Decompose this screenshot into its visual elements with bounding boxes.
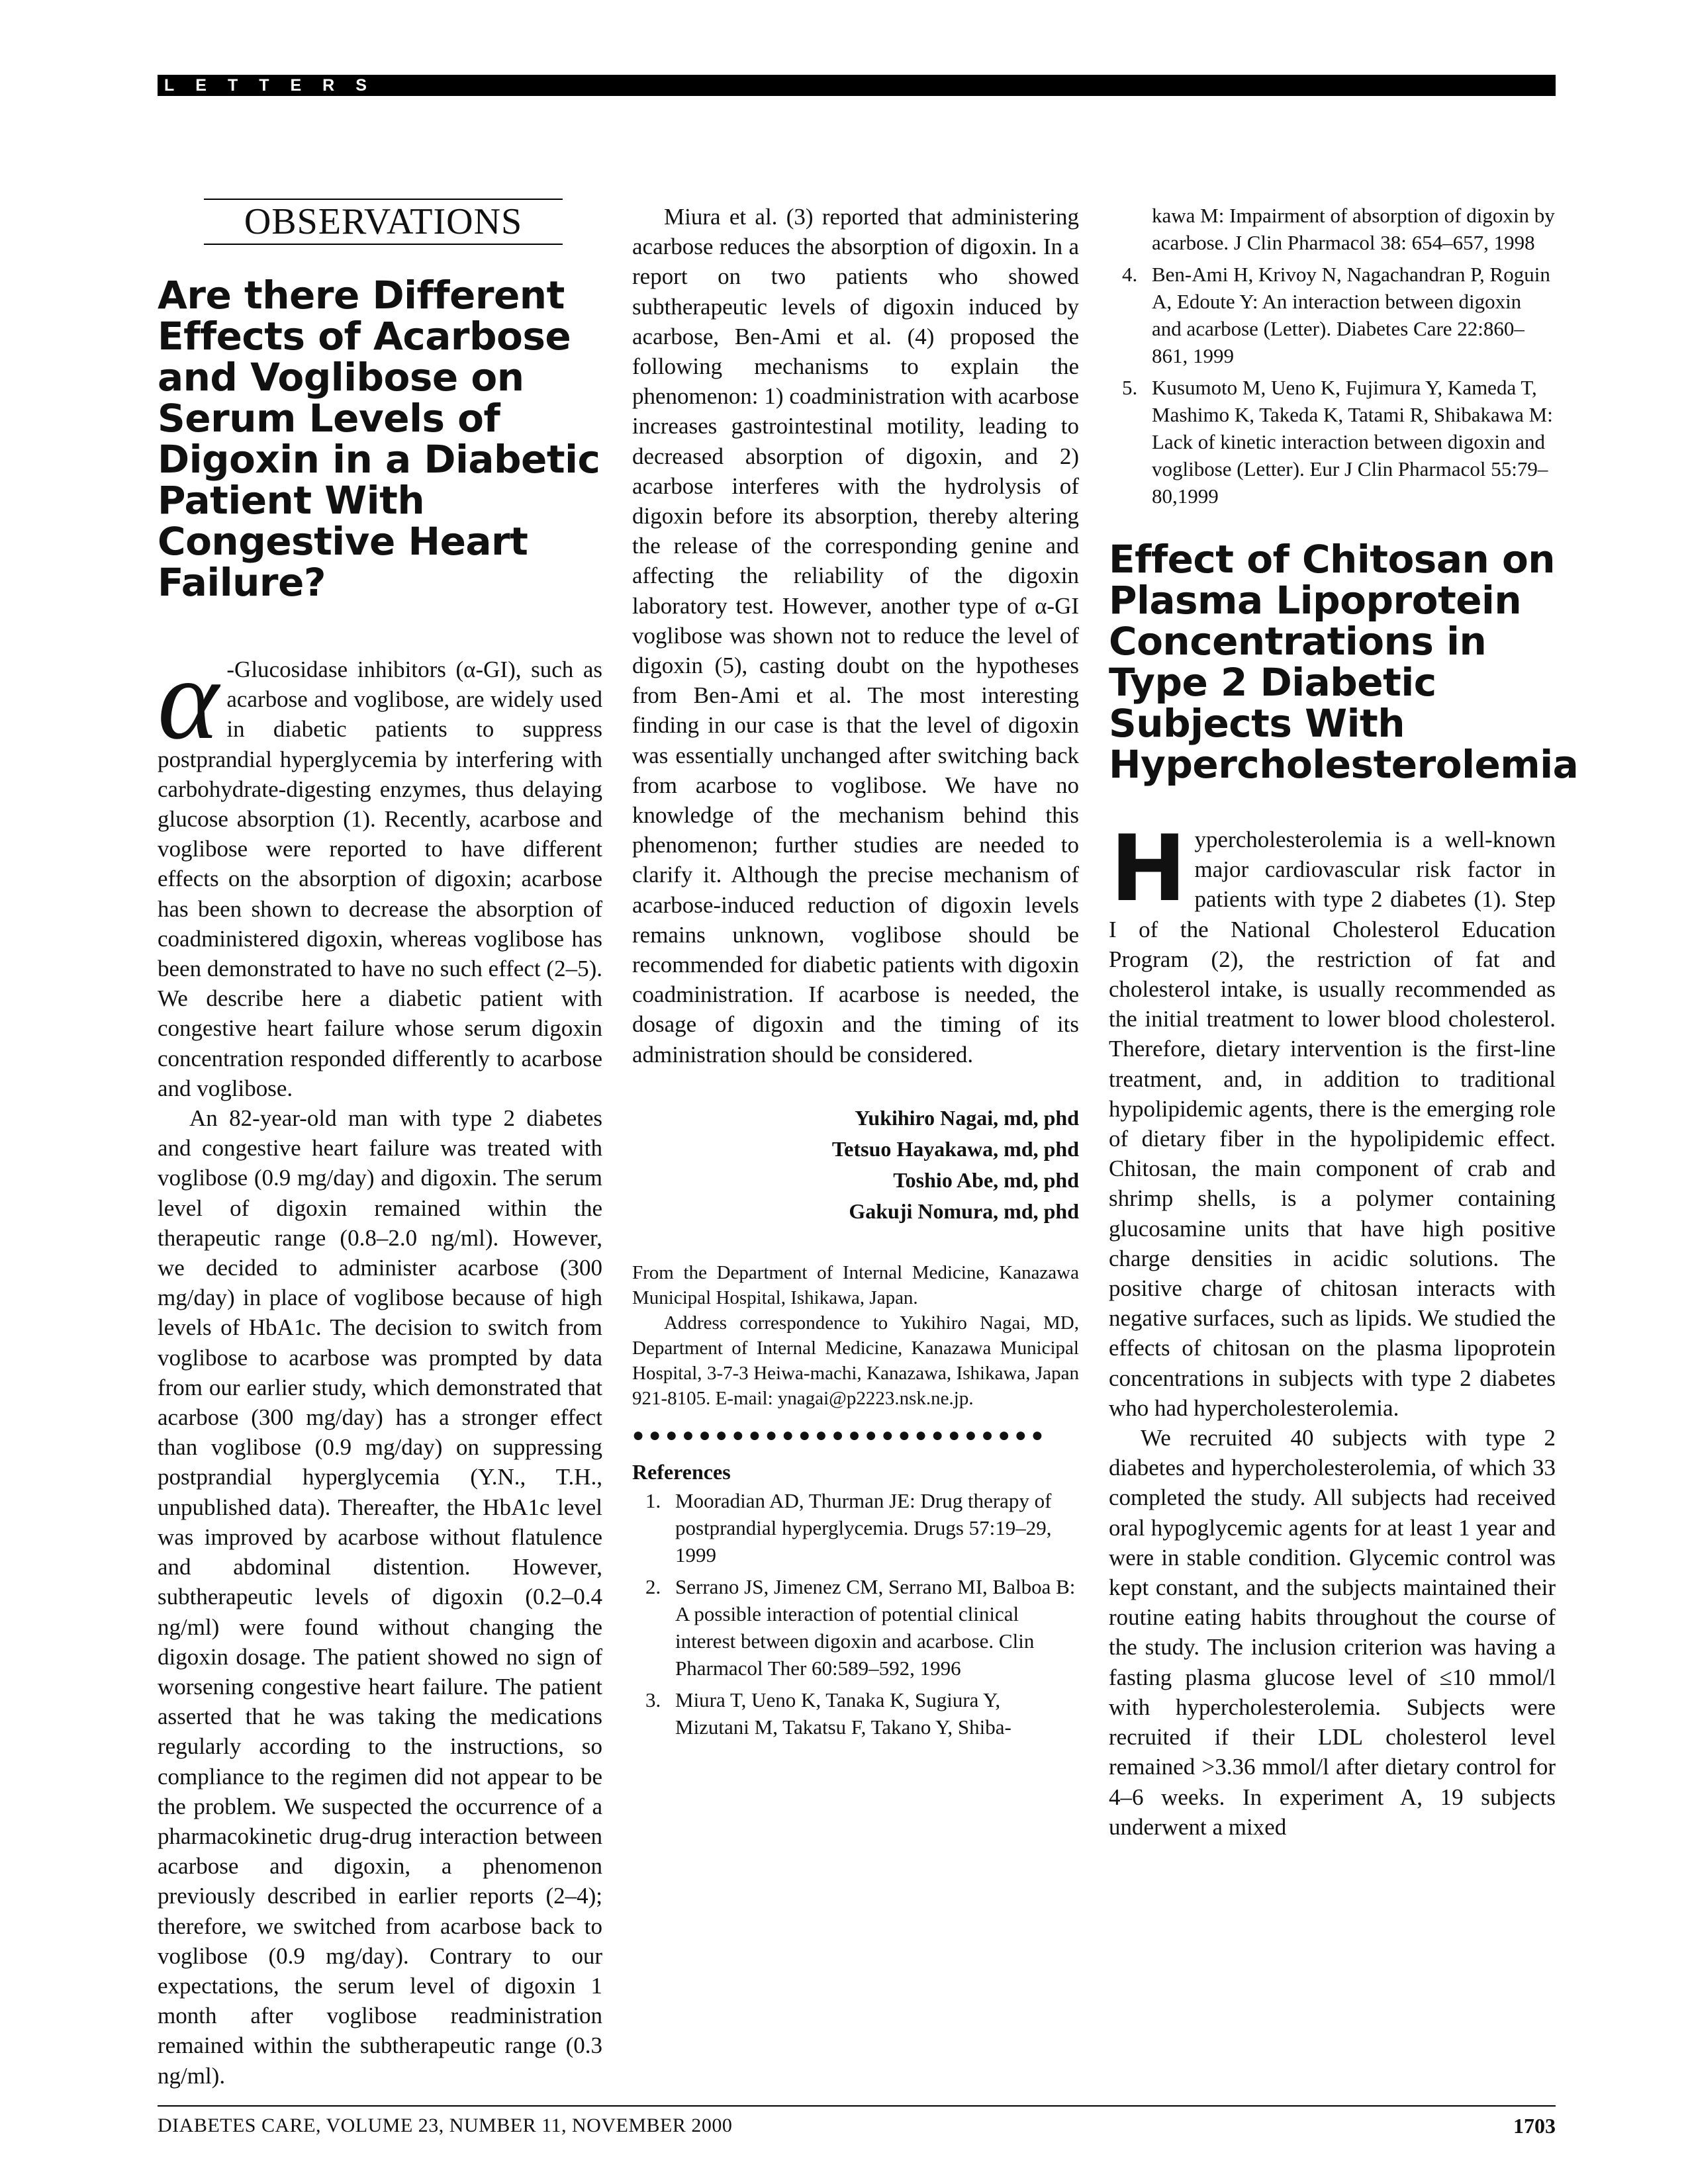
correspondence: Address correspondence to Yukihiro Nagai, MD, Department of Internal Medicine, Kanazawa Municipal Hospital, 3-7-3 Heiwa-machi, Kanazawa, Ishikawa, Japan 921-8105. E-mail: ynagai@p2223.nsk.ne.jp. [632,1312,1079,1409]
author: Gakuji Nomura, md, phd [849,1199,1079,1223]
article-2-paragraph-2: We recruited 40 subjects with type 2 diabetes and hypercholesterolemia, of which 33 completed the study. All subjects had received oral hypoglycemic agents for at least 1 year and were in stable condition. Glycemic control was kept constant, and the subjects maintained their routine eating habits throughout the course of the study. The inclusion criterion was having a fasting plasma glucose level of ≤10 mmol/l with hypercholesterolemia. Subjects were recruited if their LDL cholesterol level remained >3.36 mmol/l after dietary control for 4–6 weeks. In experiment A, 19 subjects underwent a mixed [1109,1425,1556,1840]
reference-item: 1. Mooradian AD, Thurman JE: Drug therapy of postprandial hyperglycemia. Drugs 57:19–29, 1999 [645,1489,1052,1567]
article-1-paragraph-1: α -Glucosidase inhibitors (α-GI), such as acarbose and voglibose, are widely used in diabetic patients to suppress postprandial hyperglycemia by interfering with carbohydrate-digesting enzymes, thus delaying glucose absorption (1). Recently, acarbose and voglibose were reported to have different effects on the absorption of digoxin; acarbose has been shown to decrease the absorption of coadministered digoxin, whereas voglibose has been demonstrated to have no such effect (2–5). We describe here a diabetic patient with congestive heart failure whose serum digoxin concentration responded differently to acarbose and voglibose. [158,635,602,1101]
journal-citation: DIABETES CARE, VOLUME 23, NUMBER 11, NOVEMBER 2000 [158,2115,733,2136]
reference-item: 5. Kusumoto M, Ueno K, Fujimura Y, Kameda T, Mashimo K, Takeda K, Tatami R, Shibakawa M: Lack of kinetic interaction between digoxin and voglibose (Letter). Eur J Clin Pharmacol 55:79–80,1999 [1122,376,1553,508]
article-1-title: Are there Different Effects of Acarbose and Voglibose on Serum Levels of Digoxin in a Diabetic Patient With Congestive Heart Failure? [158,273,600,605]
column-1 [158,192,602,2091]
article-2-paragraph-1: Hypercholesterolemia is a well-known major cardiovascular risk factor in patients with type 2 diabetes (1). Step I of the National Cholesterol Education Program (2), the restriction of fat and cholesterol intake, is usually recommended as the initial treatment to lower blood cholesterol. Therefore, dietary intervention is the first-line treatment, and, in addition to traditional hypolipidemic agents, there is the emerging role of dietary fiber in the hypolipidemic effect. Chitosan, the main component of crab and shrimp shells, is a polymer containing glucosamine units that have high positive charge densities in acidic solutions. The positive charge of chitosan interacts with negative surfaces, such as lipids. We studied the effects of chitosan on the plasma lipoprotein concentrations in subjects with type 2 diabetes who had hypercholesterolemia. [1109,815,1556,1421]
references-list-continued [1109,202,1556,510]
author: Toshio Abe, md, phd [893,1167,1079,1192]
dot-separator: ●●●●●●●●●●●●●●●●●●●●●●●●● [632,1424,1049,1446]
affiliation-block [632,1260,1079,1411]
references-heading: References [632,1460,731,1484]
reference-item: 3. Miura T, Ueno K, Tanaka K, Sugiura Y, Mizutani M, Takatsu F, Takano Y, Shiba- [645,1688,1011,1739]
article-2-title: Effect of Chitosan on Plasma Lipoprotein Concentrations in Type 2 Diabetic Subjects With Hypercholesterolemia [1109,537,1579,787]
affiliation: From the Department of Internal Medicine, Kanazawa Municipal Hospital, Ishikawa, Japan. [632,1261,1079,1308]
reference-item: kawa M: Impairment of absorption of digoxin by acarbose. J Clin Pharmacol 38: 654–657, 1998 [1152,204,1555,254]
article-1-paragraph-3: Miura et al. (3) reported that administering acarbose reduces the absorption of digoxin. In a report on two patients who showed subtherapeutic levels of digoxin induced by acarbose, Ben-Ami et al. (4) proposed the following mechanisms to explain the phenomenon: 1) coadministration with acarbose increases gastrointestinal motility, leading to decreased absorption of digoxin, and 2) acarbose interferes with the hydrolysis of digoxin before its absorption, thereby altering the release of the corresponding genine and affecting the reliability of the digoxin laboratory test. However, another type of α-GI voglibose was shown not to reduce the level of digoxin (5), casting doubt on the hypotheses from Ben-Ami et al. The most interesting finding in our case is that the level of digoxin was essentially unchanged after switching back from acarbose to voglibose. We have no knowledge of the mechanism behind this phenomenon; further studies are needed to clarify it. Although the precise mechanism of acarbose-induced reduction of digoxin levels remains unknown, voglibose should be recommended for diabetic patients with digoxin coadministration. If acarbose is needed, the dosage of digoxin and the timing of its administration should be considered. [632,204,1079,1068]
letters-header-bar [158,75,1556,96]
author: Yukihiro Nagai, md, phd [855,1105,1079,1130]
reference-item: 2. Serrano JS, Jimenez CM, Serrano MI, Balboa B: A possible interaction of potential clinical interest between digoxin and acarbose. Clin Pharmacol Ther 60:589–592, 1996 [645,1575,1076,1680]
drop-cap-h: H [1110,815,1187,922]
page-number: 1703 [1513,2114,1556,2138]
author: Tetsuo Hayakawa, md, phd [831,1136,1079,1161]
column-3 [1109,202,1579,1842]
references-list [632,1487,1079,1741]
article-1-paragraph-2: An 82-year-old man with type 2 diabetes and congestive heart failure was treated with voglibose (0.9 mg/day) and digoxin. The serum level of digoxin remained within the therapeutic range (0.8–2.0 ng/ml). However, we decided to administer acarbose (300 mg/day) in place of voglibose because of high levels of HbA1c. The decision to switch from voglibose to acarbose was prompted by data from our earlier study, which demonstrated that acarbose (300 mg/day) has a stronger effect than voglibose (0.9 mg/day) on suppressing postprandial hyperglycemia (Y.N., T.H., unpublished data). Thereafter, the HbA1c level was improved by acarbose without flatulence and abdominal distention. However, subtherapeutic levels of digoxin (0.2–0.4 ng/ml) were found without changing the digoxin dosage. The patient showed no sign of worsening congestive heart failure. The patient asserted that he was taking the medications regularly according to the instructions, so compliance to the regimen did not appear to be the problem. We suspected the occurrence of a pharmacokinetic drug-drug interaction between acarbose and digoxin, a phenomenon previously described in earlier reports (2–4); therefore, we switched from acarbose back to voglibose (0.9 mg/day). Contrary to our expectations, the serum level of digoxin 1 month after voglibose readministration remained within the subtherapeutic range (0.3 ng/ml). [158,1105,602,2089]
footer-rule [158,2105,1556,2107]
section-heading: OBSERVATIONS [204,199,563,245]
column-2 [632,202,1079,1745]
section-label: LETTERS [164,76,388,95]
reference-item: 4. Ben-Ami H, Krivoy N, Nagachandran P, Roguin A, Edoute Y: An interaction between digoxin and acarbose (Letter). Diabetes Care 22:860–861, 1999 [1122,263,1550,367]
drop-cap-alpha: α [158,635,219,764]
author-list [632,1103,1079,1227]
